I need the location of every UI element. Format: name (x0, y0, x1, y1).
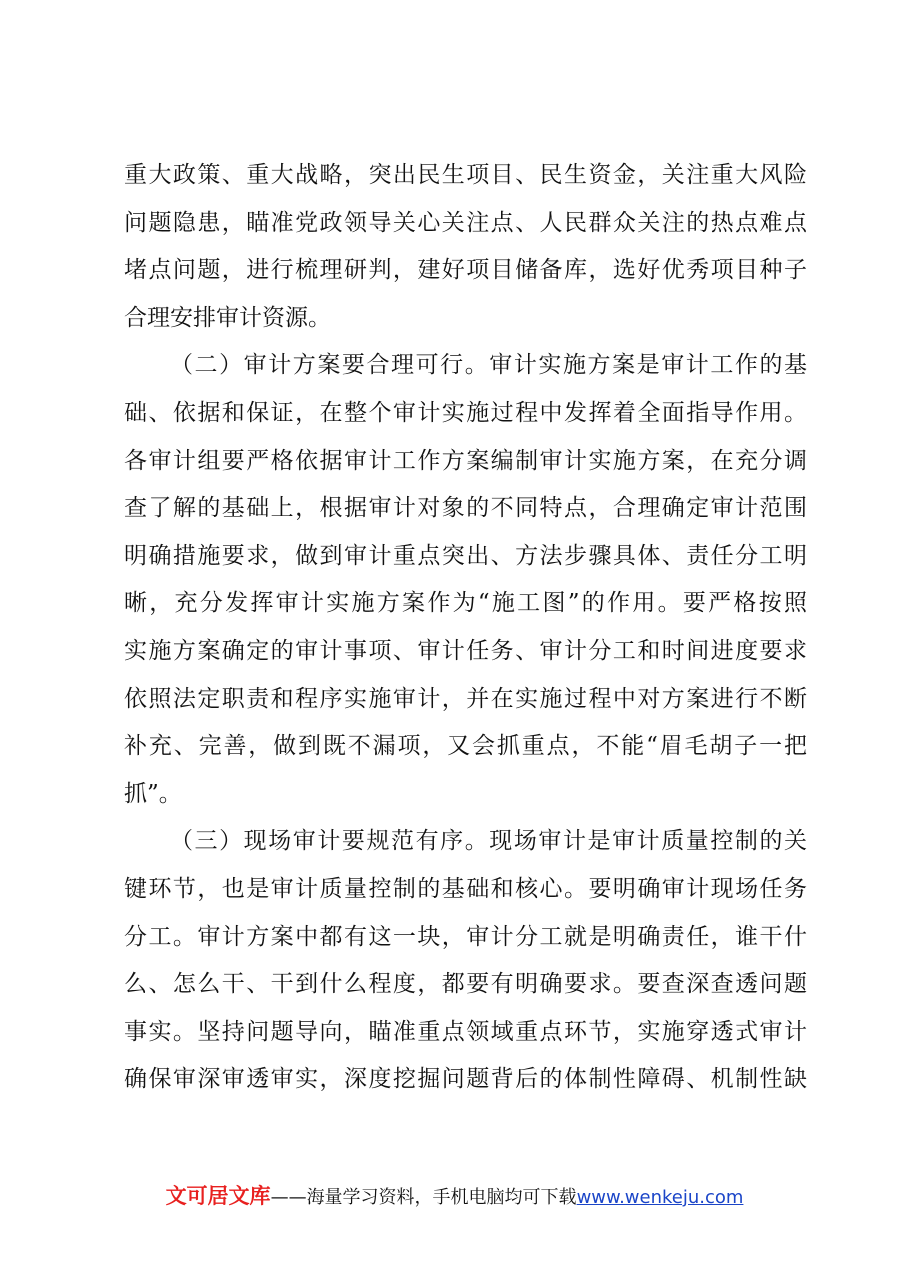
text-line: 键环节，也是审计质量控制的基础和核心。要明确审计现场任务 (124, 875, 807, 902)
footer-banner (0, 1180, 909, 1210)
section-heading-line: （二）审计方案要合理可行。审计实施方案是审计工作的基 (170, 352, 807, 379)
website-link[interactable]: www.wenkeju.com (576, 1187, 744, 1208)
text-line: 查了解的基础上，根据审计对象的不同特点，合理确定审计范围 (124, 495, 807, 522)
text-line: 明确措施要求，做到审计重点突出、方法步骤具体、责任分工明 (124, 542, 807, 569)
text-line: 补充、完善，做到既不漏项，又会抓重点，不能“眉毛胡子一把 (124, 733, 807, 760)
text-line: 合理安排审计资源。 (124, 304, 331, 331)
text-line: 问题隐患，瞄准党政领导关心关注点、人民群众关注的热点难点 (124, 209, 807, 236)
text-line: 各审计组要严格依据审计工作方案编制审计实施方案，在充分调 (124, 447, 807, 474)
text-line: 依照法定职责和程序实施审计，并在实施过程中对方案进行不断 (124, 685, 807, 712)
footer-tagline: ——海量学习资料，手机电脑均可下载 (270, 1187, 577, 1208)
text-line: 事实。坚持问题导向，瞄准重点领域重点环节，实施穿透式审计 (124, 1018, 807, 1045)
text-line: 确保审深审透审实，深度挖掘问题背后的体制性障碍、机制性缺 (124, 1066, 807, 1093)
text-line: 晰，充分发挥审计实施方案作为“施工图”的作用。要严格按照 (124, 590, 807, 617)
section-heading-line: （三）现场审计要规范有序。现场审计是审计质量控制的关 (170, 828, 807, 855)
document-body (124, 152, 807, 1104)
text-line: 分工。审计方案中都有这一块，审计分工就是明确责任，谁干什 (124, 923, 807, 950)
text-line: 堵点问题，进行梳理研判，建好项目储备库，选好优秀项目种子 (124, 257, 807, 284)
text-line: 抓”。 (124, 780, 182, 807)
text-line: 么、怎么干、干到什么程度，都要有明确要求。要查深查透问题 (124, 971, 807, 998)
text-line: 重大政策、重大战略，突出民生项目、民生资金，关注重大风险 (124, 162, 807, 188)
text-line: 实施方案确定的审计事项、审计任务、审计分工和时间进度要求 (124, 637, 807, 664)
text-line: 础、依据和保证，在整个审计实施过程中发挥着全面指导作用。 (124, 399, 807, 426)
brand-name: 文可居文库 (165, 1184, 271, 1208)
